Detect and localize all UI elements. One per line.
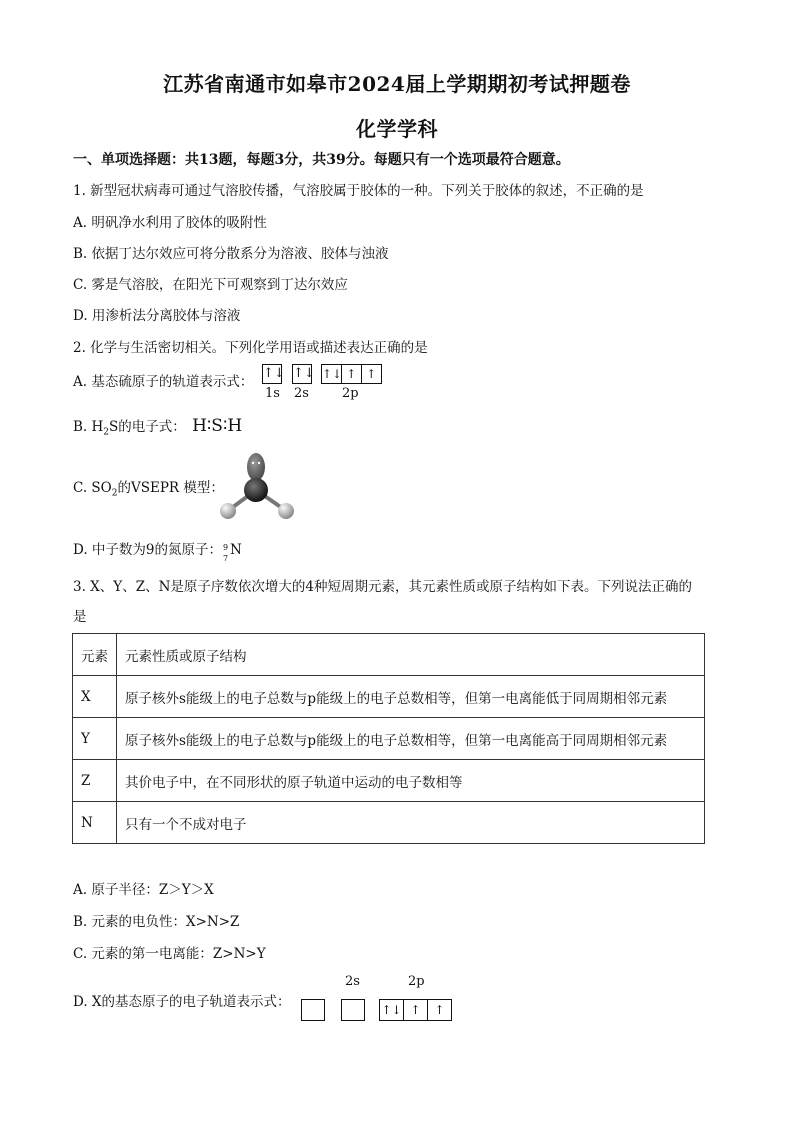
orbital-label-2p: 2p [342, 386, 359, 401]
table-cell-element: Y [73, 718, 117, 760]
question-3-option-a: A. 原子半径：Z＞Y＞X [73, 882, 214, 898]
question-1-stem: 1. 新型冠状病毒可通过气溶胶传播，气溶胶属于胶体的一种。下列关于胶体的叙述，不正确的是 [73, 183, 644, 199]
question-1-option-b: B. 依据丁达尔效应可将分散系分为溶液、胶体与浊液 [73, 246, 389, 262]
table-row [73, 760, 705, 802]
question-1-option-c: C. 雾是气溶胶，在阳光下可观察到丁达尔效应 [73, 277, 348, 293]
table-row [73, 676, 705, 718]
question-2-option-b [73, 416, 242, 443]
table-cell-element: Z [73, 760, 117, 802]
question-1-option-a: A. 明矾净水利用了胶体的吸附性 [73, 215, 267, 231]
nuclide-notation [222, 540, 230, 563]
orbital-box-2s: ↑↓ [292, 364, 312, 384]
orbital-label-2p: 2p [408, 974, 425, 989]
document-title: 江苏省南通市如皋市2024届上学期期初考试押题卷 [163, 72, 631, 96]
question-2-option-a: A. 基态硫原子的轨道表示式： [73, 374, 254, 390]
option-d-prefix: D. 中子数为9的氮原子： [73, 542, 223, 558]
lone-pair-dot [252, 462, 254, 464]
document-subject: 化学学科 [356, 117, 438, 141]
orbital-label-2s: 2s [294, 386, 309, 401]
orbital-box-1s-empty [301, 999, 325, 1021]
question-3-stem-line2: 是 [73, 609, 87, 625]
table-cell-property: 其价电子中，在不同形状的原子轨道中运动的电子数相等 [117, 760, 705, 802]
orbital-cell: ↑ [342, 365, 362, 383]
oxygen-atom [278, 503, 294, 519]
section-heading: 一、单项选择题：共13题，每题3分，共39分。每题只有一个选项最符合题意。 [73, 152, 570, 168]
orbital-cell: ↑ [366, 367, 377, 381]
electron-formula-h2s: H∶S∶H [192, 416, 243, 436]
question-2-option-c [73, 478, 224, 504]
element-symbol: N [230, 542, 242, 558]
question-3-option-b: B. 元素的电负性：X>N>Z [73, 914, 240, 930]
orbital-box-2p [321, 364, 382, 384]
orbital-cell: ↑ [434, 1003, 445, 1017]
question-2-option-d [73, 540, 242, 563]
orbital-box-2s-empty [341, 999, 365, 1021]
sulfur-atom [244, 478, 268, 502]
mass-number: 9 [223, 543, 229, 552]
question-2-stem: 2. 化学与生活密切相关。下列化学用语或描述表达正确的是 [73, 340, 428, 356]
option-b-suffix: S的电子式： [109, 419, 186, 435]
table-header-row [73, 634, 705, 676]
table-cell-property: 原子核外s能级上的电子总数与p能级上的电子总数相等，但第一电离能高于同周期相邻元素 [117, 718, 705, 760]
table-row [73, 718, 705, 760]
option-c-prefix: C. SO [73, 480, 112, 496]
table-row [73, 802, 705, 844]
table-header-cell: 元素 [73, 634, 117, 676]
question-1-option-d: D. 用渗析法分离胶体与溶液 [73, 308, 241, 324]
element-properties-table [72, 633, 705, 844]
option-c-suffix: 的VSEPR 模型： [117, 480, 224, 496]
orbital-label-1s: 1s [265, 386, 280, 401]
option-b-prefix: B. H [73, 419, 104, 435]
lone-pair-dot [258, 462, 260, 464]
question-3-option-d: D. X的基态原子的电子轨道表示式： [73, 994, 291, 1010]
question-3-option-c: C. 元素的第一电离能：Z>N>Y [73, 946, 266, 962]
orbital-cell: ↑↓ [380, 1000, 404, 1020]
orbital-box-1s: ↑↓ [262, 364, 282, 384]
option-b-subscript: 2 [103, 427, 110, 438]
orbital-label-2s: 2s [345, 974, 360, 989]
orbital-cell: ↑↓ [322, 367, 343, 381]
so2-vsepr-model [214, 450, 300, 522]
oxygen-atom [220, 503, 236, 519]
table-header-cell: 元素性质或原子结构 [117, 634, 705, 676]
table-cell-element: N [73, 802, 117, 844]
orbital-box-2p [379, 999, 452, 1021]
table-cell-element: X [73, 676, 117, 718]
table-cell-property: 只有一个不成对电子 [117, 802, 705, 844]
option-c-subscript: 2 [111, 488, 118, 499]
atomic-number: 7 [223, 554, 229, 563]
lone-pair-lobe [247, 453, 265, 481]
table-cell-property: 原子核外s能级上的电子总数与p能级上的电子总数相等，但第一电离能低于同周期相邻元素 [117, 676, 705, 718]
orbital-cell: ↑ [404, 1000, 428, 1020]
question-3-stem-line1: 3. X、Y、Z、N是原子序数依次增大的4种短周期元素，其元素性质或原子结构如下表。下列说法正确的 [73, 579, 692, 595]
